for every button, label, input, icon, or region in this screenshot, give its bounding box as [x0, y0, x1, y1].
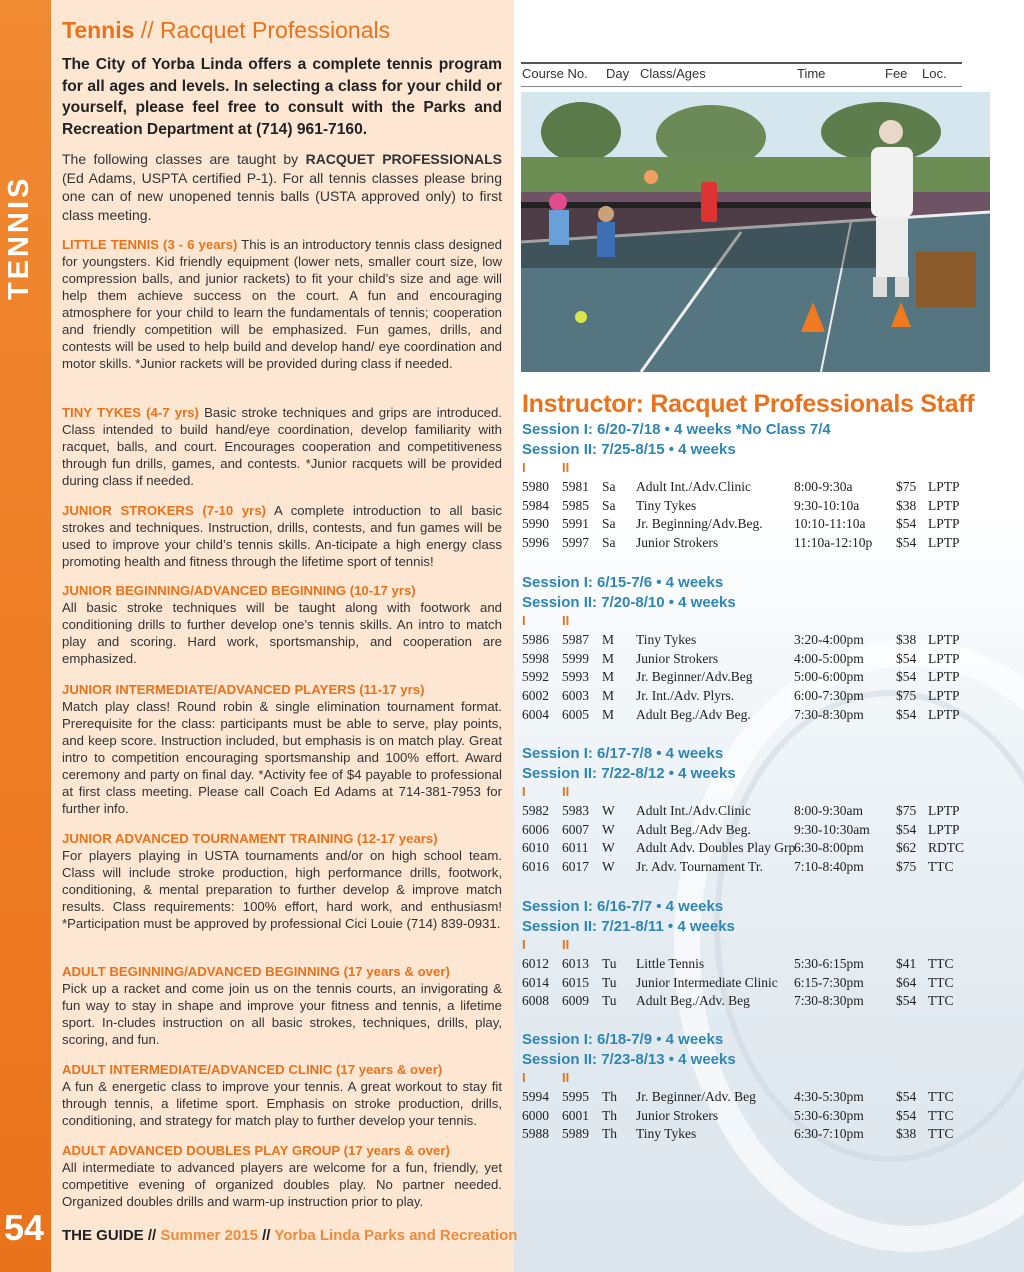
course-session-two-cell: 6007 [562, 821, 589, 837]
fee-cell: $54 [896, 706, 917, 722]
location-cell: LPTP [928, 650, 960, 666]
class-junior-beginning [62, 582, 502, 667]
class-name-cell: Little Tennis [636, 956, 705, 971]
fee-cell: $54 [896, 669, 917, 685]
class-tiny-tykes [62, 404, 502, 489]
fee-cell: $75 [896, 803, 917, 818]
day-cell: W [602, 821, 615, 837]
title-bold: Tennis [62, 17, 135, 43]
course-session-one-cell: 5996 [522, 535, 549, 551]
fee-cell: $64 [896, 974, 917, 990]
time-cell: 8:00-9:30a [794, 479, 853, 494]
roman-two: II [562, 613, 570, 628]
location-cell: LPTP [928, 706, 960, 722]
header-class: Class/Ages [640, 66, 706, 81]
taught-paragraph [62, 150, 502, 224]
footer-sep-2: // [257, 1227, 275, 1244]
course-session-two-cell: 5987 [562, 632, 589, 647]
class-junior-intermediate [62, 681, 502, 817]
page-title [62, 17, 390, 44]
time-cell: 6:30-8:00pm [794, 840, 864, 856]
fee-cell: $54 [896, 821, 917, 837]
session-two-label: Session II: 7/21-8/11 • 4 weeks [522, 918, 735, 935]
location-cell: TTC [928, 859, 954, 875]
time-cell: 7:30-8:30pm [794, 706, 864, 722]
roman-one: I [522, 1070, 526, 1085]
time-cell: 7:10-8:40pm [794, 859, 864, 875]
day-cell: Th [602, 1126, 617, 1142]
footer-sep-1: // [143, 1227, 161, 1244]
class-heading: ADULT ADVANCED DOUBLES PLAY GROUP (17 years & over) [62, 1143, 450, 1158]
course-session-two-cell: 5985 [562, 497, 589, 513]
taught-post: (Ed Adams, USPTA certified P-1). For all tennis classes please bring one can of new unopened tennis balls (USTA approved only) to first class meeting. [62, 169, 502, 223]
day-cell: M [602, 632, 615, 647]
fee-cell: $75 [896, 859, 917, 875]
class-adult-intermediate [62, 1061, 502, 1129]
class-junior-tournament [62, 830, 502, 932]
course-session-one-cell: 5990 [522, 516, 549, 532]
time-cell: 7:30-8:30pm [794, 993, 864, 1009]
time-cell: 9:30-10:10a [794, 497, 860, 513]
class-adult-beginning [62, 963, 502, 1048]
course-session-two-cell: 6013 [562, 956, 589, 971]
intro-paragraph: The City of Yorba Linda offers a complete tennis program for all ages and levels. In selecting a class for your child or yourself, please feel free to consult with the Parks and Recreation Department at (714) 961-7160. [62, 56, 502, 138]
course-session-two-cell: 5999 [562, 650, 589, 666]
location-cell: TTC [928, 956, 954, 971]
class-name-cell: Junior Intermediate Clinic [636, 974, 778, 990]
fee-cell: $38 [896, 1126, 917, 1142]
time-cell: 5:30-6:30pm [794, 1107, 864, 1123]
time-cell: 8:00-9:30am [794, 803, 863, 818]
roman-one: I [522, 460, 526, 475]
sidebar [0, 0, 51, 1272]
fee-cell: $62 [896, 840, 917, 856]
time-cell: 11:10a-12:10p [794, 535, 873, 551]
class-description: This is an introductory tennis class designed for youngsters. Kid friendly equipment (lower nets, smaller court size, low compression balls, and junior rackets) to fit your child’s size and age will help them achieve success on the court. A fun and encouraging atmosphere for your child to learn the fundamentals of tennis; cooperation and friendly competition will be emphasized. Fun games, drills, and contests will be used to help build and develop hand/ eye coordination and motor skills. *Junior rackets will be provided during class if needed. [62, 237, 502, 371]
course-session-one-cell: 5982 [522, 803, 549, 818]
session-two-label: Session II: 7/25-8/15 • 4 weeks [522, 441, 736, 458]
class-heading: JUNIOR STROKERS (7-10 yrs) [62, 503, 267, 518]
taught-name: RACQUET PROFESSIONALS [305, 151, 502, 167]
day-cell: Sa [602, 497, 616, 513]
class-description: Match play class! Round robin & single elimination tournament format. Prerequisite for the class: participants must be able to serve, play points, and keep score. Instruction included, but emphasis is on match play. Great intro to competition encouraging sportsmanship and 100% effort. Award ceremony and party on final day. *Activity fee of $4 payable to professional at first class meeting. Please call Coach Ed Adams at 714-381-7953 for further info. [62, 699, 502, 816]
course-session-two-cell: 5993 [562, 669, 589, 685]
course-session-one-cell: 6016 [522, 859, 549, 875]
roman-two: II [562, 460, 570, 475]
roman-one: I [522, 937, 526, 952]
header-fee: Fee [885, 66, 908, 81]
course-session-two-cell: 6015 [562, 974, 589, 990]
day-cell: Tu [602, 956, 617, 971]
course-session-two-cell: 6011 [562, 840, 589, 856]
course-session-one-cell: 6012 [522, 956, 549, 971]
roman-one: I [522, 784, 526, 799]
class-name-cell: Jr. Beginning/Adv.Beg. [636, 516, 763, 532]
title-separator: // [134, 17, 160, 43]
course-session-one-cell: 6014 [522, 974, 549, 990]
footer-season: Summer 2015 [160, 1227, 258, 1244]
course-session-one-cell: 5986 [522, 632, 549, 647]
class-heading: JUNIOR BEGINNING/ADVANCED BEGINNING (10-17 yrs) [62, 583, 416, 598]
session-one-label: Session I: 6/18-7/9 • 4 weeks [522, 1031, 724, 1048]
fee-cell: $54 [896, 1107, 917, 1123]
class-heading: ADULT BEGINNING/ADVANCED BEGINNING (17 years & over) [62, 964, 450, 979]
fee-cell: $75 [896, 688, 917, 704]
day-cell: M [602, 706, 615, 722]
tennis-photo [521, 92, 990, 372]
roman-two: II [562, 784, 570, 799]
class-little-tennis [62, 236, 502, 372]
day-cell: Th [602, 1107, 617, 1123]
footer [62, 1227, 517, 1244]
location-cell: TTC [928, 993, 954, 1009]
course-session-two-cell: 6005 [562, 706, 589, 722]
day-cell: W [602, 840, 615, 856]
location-cell: TTC [928, 974, 954, 990]
day-cell: W [602, 803, 615, 818]
header-loc: Loc. [922, 66, 947, 81]
class-heading: ADULT INTERMEDIATE/ADVANCED CLINIC (17 years & over) [62, 1062, 443, 1077]
time-cell: 10:10-11:10a [794, 516, 866, 532]
class-heading: JUNIOR INTERMEDIATE/ADVANCED PLAYERS (11-17 yrs) [62, 682, 425, 697]
tennis-photo-illustration [521, 92, 990, 372]
class-description: For players playing in USTA tournaments and/or on high school team. Class will include stroke production, high performance drills, footwork, conditioning, & mental preparation to further develop & improve match results. Class requirements: 100% effort, hard work, and enthusiasm! *Participation must be approved by professional Cici Louie (714) 839-0931. [62, 848, 502, 931]
course-session-two-cell: 5997 [562, 535, 589, 551]
course-session-one-cell: 6010 [522, 840, 549, 856]
course-session-two-cell: 5991 [562, 516, 589, 532]
course-session-two-cell: 6009 [562, 993, 589, 1009]
day-cell: M [602, 688, 615, 704]
class-name-cell: Adult Int./Adv.Clinic [636, 803, 751, 818]
class-adult-doubles [62, 1142, 502, 1210]
course-session-one-cell: 5998 [522, 650, 549, 666]
course-session-one-cell: 5992 [522, 669, 549, 685]
course-session-one-cell: 5984 [522, 497, 549, 513]
footer-guide: THE GUIDE [62, 1227, 144, 1244]
location-cell: RDTC [928, 840, 965, 856]
time-cell: 9:30-10:30am [794, 821, 870, 837]
class-name-cell: Jr. Beginner/Adv.Beg [636, 669, 753, 685]
class-name-cell: Junior Strokers [636, 1107, 719, 1123]
fee-cell: $54 [896, 993, 917, 1009]
course-session-one-cell: 6002 [522, 688, 549, 704]
fee-cell: $54 [896, 516, 917, 532]
class-name-cell: Tiny Tykes [636, 632, 697, 647]
class-description: All intermediate to advanced players are welcome for a fun, friendly, yet competitive evening of organized doubles play. No partner needed. Organized doubles drills and warm-up instruction prior to play. [62, 1160, 502, 1209]
location-cell: LPTP [928, 632, 960, 647]
class-description: A fun & energetic class to improve your tennis. A great workout to stay fit through tennis, a lifetime sport. Emphasis on stroke production, drills, conditioning, and strategy for match play to further develop your tennis. [62, 1079, 502, 1128]
time-cell: 4:30-5:30pm [794, 1089, 864, 1104]
course-session-two-cell: 5981 [562, 479, 589, 494]
session-one-label: Session I: 6/17-7/8 • 4 weeks [522, 745, 724, 762]
class-description: Pick up a racket and come join us on the tennis courts, an invigorating & fun way to stay in shape and improve your fitness and tennis, a lifetime sport. In-cludes instruction on all basic strokes, techniques, drills, play, scoring, and fun. [62, 981, 502, 1047]
session-one-label: Session I: 6/16-7/7 • 4 weeks [522, 898, 724, 915]
sidebar-label: TENNIS [3, 175, 35, 300]
course-session-two-cell: 5995 [562, 1089, 589, 1104]
location-cell: TTC [928, 1107, 954, 1123]
footer-org: Yorba Linda Parks and Recreation [274, 1227, 518, 1244]
class-junior-strokers [62, 502, 502, 570]
location-cell: TTC [928, 1126, 954, 1142]
fee-cell: $38 [896, 497, 917, 513]
class-name-cell: Adult Beg./Adv. Beg [636, 993, 750, 1009]
course-session-one-cell: 6008 [522, 993, 549, 1009]
class-name-cell: Jr. Beginner/Adv. Beg [636, 1089, 756, 1104]
location-cell: TTC [928, 1089, 954, 1104]
time-cell: 5:00-6:00pm [794, 669, 864, 685]
class-description: A complete introduction to all basic strokes and techniques. Instruction, drills, contests, and fun games will be used to improve your child’s tennis skills. An-ticipate a high energy class promoting health and fitness through the lifetime sport of tennis! [62, 503, 502, 569]
fee-cell: $54 [896, 535, 917, 551]
class-name-cell: Adult Beg./Adv Beg. [636, 706, 751, 722]
day-cell: Tu [602, 974, 617, 990]
day-cell: Sa [602, 479, 616, 494]
class-heading: JUNIOR ADVANCED TOURNAMENT TRAINING (12-17 years) [62, 831, 438, 846]
location-cell: LPTP [928, 479, 960, 494]
class-name-cell: Jr. Int./Adv. Plyrs. [636, 688, 735, 704]
day-cell: M [602, 669, 615, 685]
instructor-heading: Instructor: Racquet Professionals Staff [522, 390, 975, 418]
day-cell: Tu [602, 993, 617, 1009]
location-cell: LPTP [928, 669, 960, 685]
roman-two: II [562, 1070, 570, 1085]
location-cell: LPTP [928, 803, 960, 818]
table-header-top-rule [521, 62, 962, 64]
table-header-bottom-rule [521, 86, 962, 87]
course-session-one-cell: 6004 [522, 706, 549, 722]
location-cell: LPTP [928, 516, 960, 532]
course-session-one-cell: 5988 [522, 1126, 549, 1142]
course-session-one-cell: 5980 [522, 479, 549, 494]
time-cell: 4:00-5:00pm [794, 650, 864, 666]
session-one-label: Session I: 6/20-7/18 • 4 weeks *No Class 7/4 [522, 421, 831, 438]
fee-cell: $54 [896, 650, 917, 666]
time-cell: 5:30-6:15pm [794, 956, 864, 971]
header-course: Course No. [522, 66, 588, 81]
course-session-two-cell: 5983 [562, 803, 589, 818]
class-name-cell: Junior Strokers [636, 535, 719, 551]
day-cell: M [602, 650, 615, 666]
fee-cell: $75 [896, 479, 917, 494]
location-cell: LPTP [928, 535, 960, 551]
session-one-label: Session I: 6/15-7/6 • 4 weeks [522, 574, 724, 591]
class-name-cell: Junior Strokers [636, 650, 719, 666]
fee-cell: $41 [896, 956, 917, 971]
time-cell: 6:00-7:30pm [794, 688, 864, 704]
class-heading: TINY TYKES (4-7 yrs) [62, 405, 199, 420]
session-two-label: Session II: 7/23-8/13 • 4 weeks [522, 1051, 736, 1068]
taught-pre: The following classes are taught by [62, 151, 306, 167]
day-cell: Th [602, 1089, 617, 1104]
class-description: Basic stroke techniques and grips are introduced. Class intended to build hand/eye coordination, develop familiarity with racquet, balls, and court. Encourages cooperation and competitiveness through fun drills, games, and contests. *Junior racquets will be provided during class if needed. [62, 405, 502, 488]
class-heading: LITTLE TENNIS (3 - 6 years) [62, 237, 238, 252]
day-cell: W [602, 859, 615, 875]
time-cell: 6:30-7:10pm [794, 1126, 864, 1142]
class-name-cell: Jr. Adv. Tournament Tr. [636, 859, 763, 875]
course-session-two-cell: 5989 [562, 1126, 589, 1142]
header-time: Time [797, 66, 826, 81]
location-cell: LPTP [928, 821, 960, 837]
session-two-label: Session II: 7/20-8/10 • 4 weeks [522, 594, 736, 611]
class-name-cell: Tiny Tykes [636, 497, 697, 513]
class-description: All basic stroke techniques will be taught along with footwork and conditioning drills to further develop one’s tennis skills. An intro to match play and scoring. Hard work, sportsmanship, and cooperation are emphasized. [62, 600, 502, 666]
time-cell: 3:20-4:00pm [794, 632, 864, 647]
location-cell: LPTP [928, 688, 960, 704]
day-cell: Sa [602, 535, 616, 551]
location-cell: LPTP [928, 497, 960, 513]
fee-cell: $38 [896, 632, 917, 647]
time-cell: 6:15-7:30pm [794, 974, 864, 990]
course-session-one-cell: 6006 [522, 821, 549, 837]
class-name-cell: Tiny Tykes [636, 1126, 697, 1142]
class-name-cell: Adult Int./Adv.Clinic [636, 479, 751, 494]
class-name-cell: Adult Beg./Adv Beg. [636, 821, 751, 837]
course-session-two-cell: 6001 [562, 1107, 589, 1123]
course-session-one-cell: 6000 [522, 1107, 549, 1123]
class-name-cell: Adult Adv. Doubles Play Grp [636, 840, 796, 856]
header-day: Day [606, 66, 630, 81]
fee-cell: $54 [896, 1089, 917, 1104]
session-two-label: Session II: 7/22-8/12 • 4 weeks [522, 765, 736, 782]
roman-two: II [562, 937, 570, 952]
course-session-two-cell: 6017 [562, 859, 589, 875]
course-session-two-cell: 6003 [562, 688, 589, 704]
day-cell: Sa [602, 516, 616, 532]
course-session-one-cell: 5994 [522, 1089, 549, 1104]
roman-one: I [522, 613, 526, 628]
title-rest: Racquet Professionals [159, 17, 391, 43]
page-number: 54 [4, 1207, 45, 1248]
